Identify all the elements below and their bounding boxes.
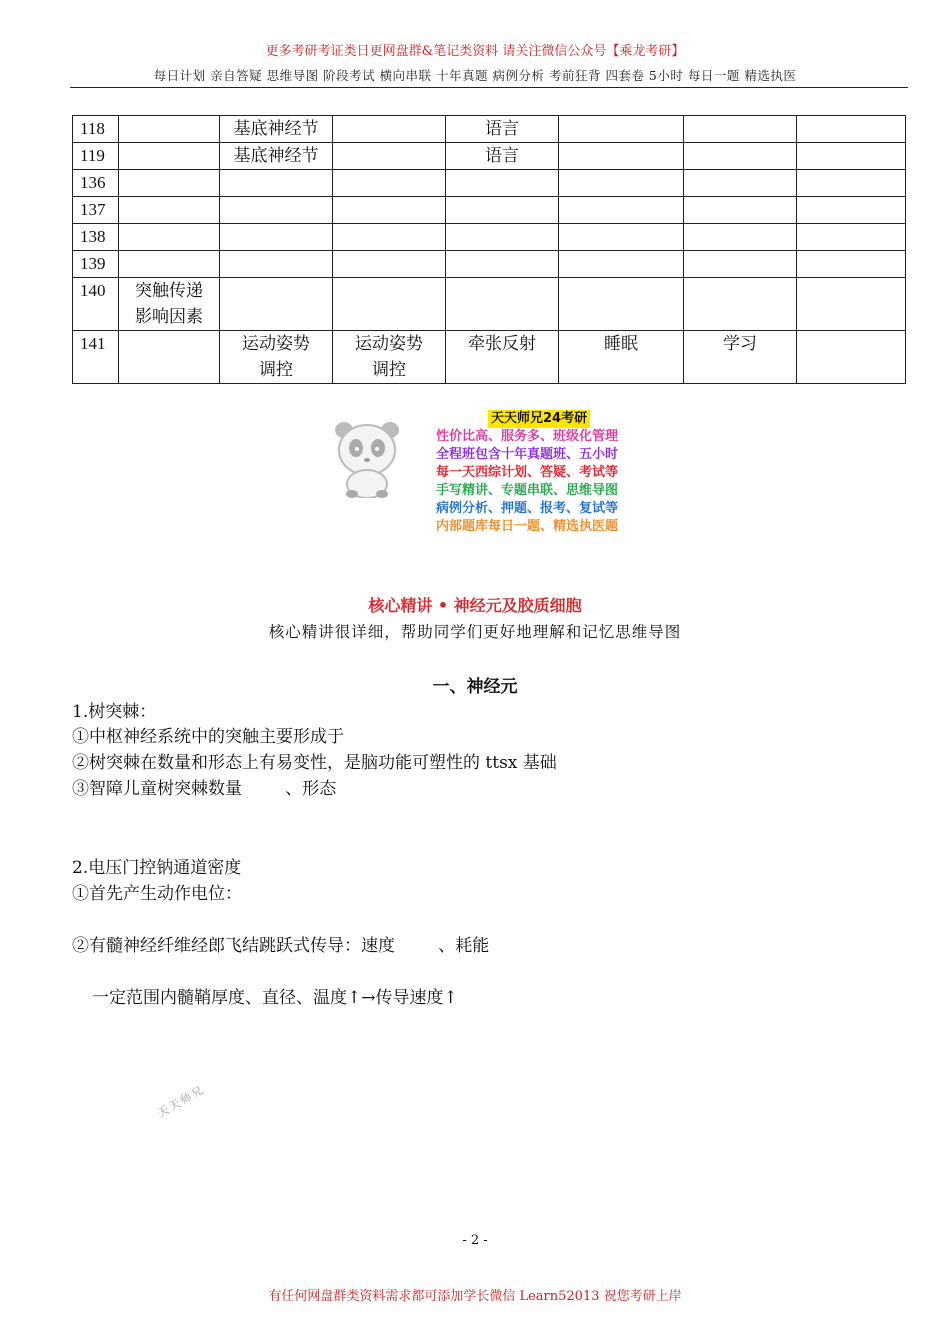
table-cell: [220, 224, 333, 251]
table-cell: 运动姿势 调控: [333, 331, 446, 384]
table-cell: [220, 278, 333, 331]
table-cell: [797, 251, 906, 278]
table-cell: [684, 170, 797, 197]
panda-mascot-icon: [326, 418, 408, 498]
table-cell: [446, 251, 559, 278]
table-row: [73, 143, 906, 170]
table-cell: [119, 331, 220, 384]
table-cell: [119, 251, 220, 278]
section-title: 核心精讲 • 神经元及胶质细胞: [368, 596, 582, 615]
promo-ad-block: [320, 410, 660, 540]
table-row: [73, 331, 906, 384]
table-cell: [119, 143, 220, 170]
table-cell: [333, 251, 446, 278]
row-number-cell: 140: [73, 278, 119, 331]
section-subtitle: 核心精讲很详细，帮助同学们更好地理解和记忆思维导图: [268, 623, 682, 641]
table-cell: [797, 331, 906, 384]
table-cell: [446, 278, 559, 331]
table-cell: [559, 197, 684, 224]
table-cell: 学习: [684, 331, 797, 384]
table-cell: 运动姿势 调控: [220, 331, 333, 384]
table-row: [73, 197, 906, 224]
row-number-cell: 118: [73, 116, 119, 143]
page-number: - 2 -: [462, 1233, 488, 1248]
content-line: ③智障儿童树突棘数量 、形态: [72, 779, 337, 799]
table-cell: [797, 116, 906, 143]
ad-line: 性价比高、服务多、班级化管理: [436, 429, 619, 444]
footer-contact: 有任何网盘群类资料需求都可添加学长微信 Learn52013 祝您考研上岸: [268, 1289, 682, 1304]
table-cell: [684, 116, 797, 143]
row-number-cell: 141: [73, 331, 119, 384]
header-services-line: 每日计划 亲自答疑 思维导图 阶段考试 横向串联 十年真题 病例分析 考前狂背 四套卷 5小时 每日一题 精选执医: [153, 68, 797, 83]
content-line: ②有髓神经纤维经郎飞结跳跃式传导：速度 、耗能: [72, 936, 490, 956]
table-cell: [684, 197, 797, 224]
table-row: [73, 116, 906, 143]
table-cell: [559, 278, 684, 331]
table-row: [73, 278, 906, 331]
table-cell: 语言: [446, 116, 559, 143]
table-row: [73, 224, 906, 251]
summary-table: [72, 115, 906, 384]
table-cell: [684, 224, 797, 251]
table-cell: [333, 224, 446, 251]
table-cell: [333, 197, 446, 224]
row-number-cell: 138: [73, 224, 119, 251]
table-cell: [119, 170, 220, 197]
table-row: [73, 251, 906, 278]
table-cell: [559, 170, 684, 197]
table-cell: [220, 251, 333, 278]
table-cell: [446, 197, 559, 224]
table-cell: [333, 143, 446, 170]
table-cell: [797, 224, 906, 251]
watermark: 天天师兄: [155, 1082, 208, 1121]
table-cell: [797, 278, 906, 331]
content-line: 一定范围内髓鞘厚度、直径、温度↑→传导速度↑: [92, 988, 458, 1008]
row-number-cell: 137: [73, 197, 119, 224]
ad-line: 内部题库每日一题、精选执医题: [436, 519, 619, 534]
table-cell: 基底神经节: [220, 143, 333, 170]
row-number-cell: 119: [73, 143, 119, 170]
content-line: ①中枢神经系统中的突触主要形成于: [72, 727, 344, 747]
table-cell: [446, 224, 559, 251]
table-cell: [559, 251, 684, 278]
content-line: ②树突棘在数量和形态上有易变性，是脑功能可塑性的 ttsx 基础: [72, 753, 557, 773]
table-cell: [684, 278, 797, 331]
table-cell: [797, 143, 906, 170]
table-row: [73, 170, 906, 197]
table-cell: [119, 116, 220, 143]
ad-line: 手写精讲、专题串联、思维导图: [436, 483, 619, 498]
ad-title: 天天师兄24考研: [488, 410, 590, 428]
ad-line: 病例分析、押题、报考、复试等: [436, 501, 619, 516]
ad-line: 全程班包含十年真题班、五小时: [436, 447, 619, 462]
table-cell: [220, 170, 333, 197]
table-cell: [333, 116, 446, 143]
content-heading: 一、神经元: [432, 677, 518, 697]
table-cell: [220, 197, 333, 224]
table-cell: [333, 278, 446, 331]
table-cell: [119, 197, 220, 224]
ad-line: 每一天西综计划、答疑、考试等: [436, 465, 619, 480]
table-cell: [333, 170, 446, 197]
table-cell: [559, 116, 684, 143]
row-number-cell: 136: [73, 170, 119, 197]
table-cell: [119, 224, 220, 251]
table-cell: 语言: [446, 143, 559, 170]
header-promo-line: 更多考研考证类日更网盘群&笔记类资料 请关注微信公众号【乘龙考研】: [265, 44, 685, 59]
table-cell: [559, 224, 684, 251]
table-cell: [446, 170, 559, 197]
row-number-cell: 139: [73, 251, 119, 278]
table-cell: 睡眠: [559, 331, 684, 384]
header-divider: [70, 87, 908, 88]
table-cell: [797, 197, 906, 224]
content-line: ①首先产生动作电位：: [72, 884, 242, 904]
table-cell: 突触传递 影响因素: [119, 278, 220, 331]
content-line: 2.电压门控钠通道密度: [72, 858, 242, 878]
table-cell: 牵张反射: [446, 331, 559, 384]
table-cell: [559, 143, 684, 170]
table-cell: [797, 170, 906, 197]
table-cell: 基底神经节: [220, 116, 333, 143]
table-cell: [684, 251, 797, 278]
content-line: 1.树突棘：: [72, 702, 157, 722]
table-cell: [684, 143, 797, 170]
